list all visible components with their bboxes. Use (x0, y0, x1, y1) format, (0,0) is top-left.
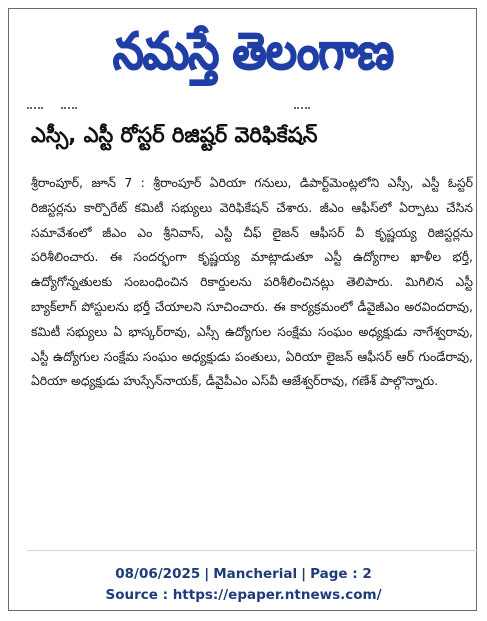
article-headline: ఎస్సీ, ఎస్టీ రోస్టర్ రిజిష్టర్ వెరిఫికేషన్ (31, 123, 318, 147)
article-clipping (27, 101, 477, 546)
edition-name: Mancherial (213, 566, 298, 582)
cut-text-remnant (27, 107, 43, 115)
publication-date: 08/06/2025 (115, 566, 201, 582)
cut-text-remnant (294, 107, 310, 115)
separator: | (301, 566, 307, 582)
divider (27, 550, 477, 551)
clipping-top-edge (27, 101, 477, 117)
article-body: శ్రీరాంపూర్, జూన్ 7 : శ్రీరాంపూర్ ఏరియా గనులు, డిపార్ట్‌మెంట్లలోని ఎస్సీ, ఎస్టీ ఓస్టర్ రిజిస్టర్లను కార్పొరేట్ కమిటీ సభ్యులు వెరిఫికేషన్ చేశారు. జీఎం ఆఫీస్‌లో ఏర్పాటు చేసిన సమావేశంలో జీఎం ఎం శ్రీనివాస్, ఎస్టీ చీఫ్ లైజన్ ఆఫీసర్ వీ కృష్ణయ్య రిజిస్టర్లను పరిశీలించారు. ఈ సందర్భంగా కృష్ణయ్య మాట్లాడుతూ ఎస్టీ ఉద్యోగాల ఖాళీల భర్తీ, ఉద్యోగోన్నతులకు సంబంధించిన రికార్డులను పరిశీలించినట్లు తెలిపారు. మిగిలిన ఎస్టీ బ్యాక్‌లాగ్ పోస్టులను భర్తీ చేయాలని సూచించారు. ఈ కార్యక్రమంలో డీవైజీఎం అరవిందరావు, కమిటీ సభ్యులు ఏ భాస్కర్‌రావు, ఎస్సీ ఉద్యోగుల సంక్షేమ సంఘం అధ్యక్షుడు నాగేశ్వరావు, ఎస్టీ ఉద్యోగుల సంక్షేమ సంఘం అధ్యక్షుడు పంతులు, ఏరియా లైజన్ ఆఫీసర్ ఆర్ గుండేరావు, ఏరియా అధ్యక్షుడు హుస్సేన్‌నాయక్, డీవైపీఎం ఎస్‌వీ ఆజేశ్వర్‌రావు, గణేశ్ పాల్గొన్నారు. (31, 175, 473, 389)
newspaper-logo: నమస్తే తెలంగాణ (112, 22, 394, 81)
document-frame (8, 8, 477, 611)
cut-text-remnant (61, 107, 77, 115)
page-number: Page : 2 (310, 566, 372, 582)
publication-info (9, 566, 478, 582)
masthead (29, 23, 477, 93)
source-line: Source : https://epaper.ntnews.com/ (105, 587, 382, 603)
separator: | (204, 566, 210, 582)
